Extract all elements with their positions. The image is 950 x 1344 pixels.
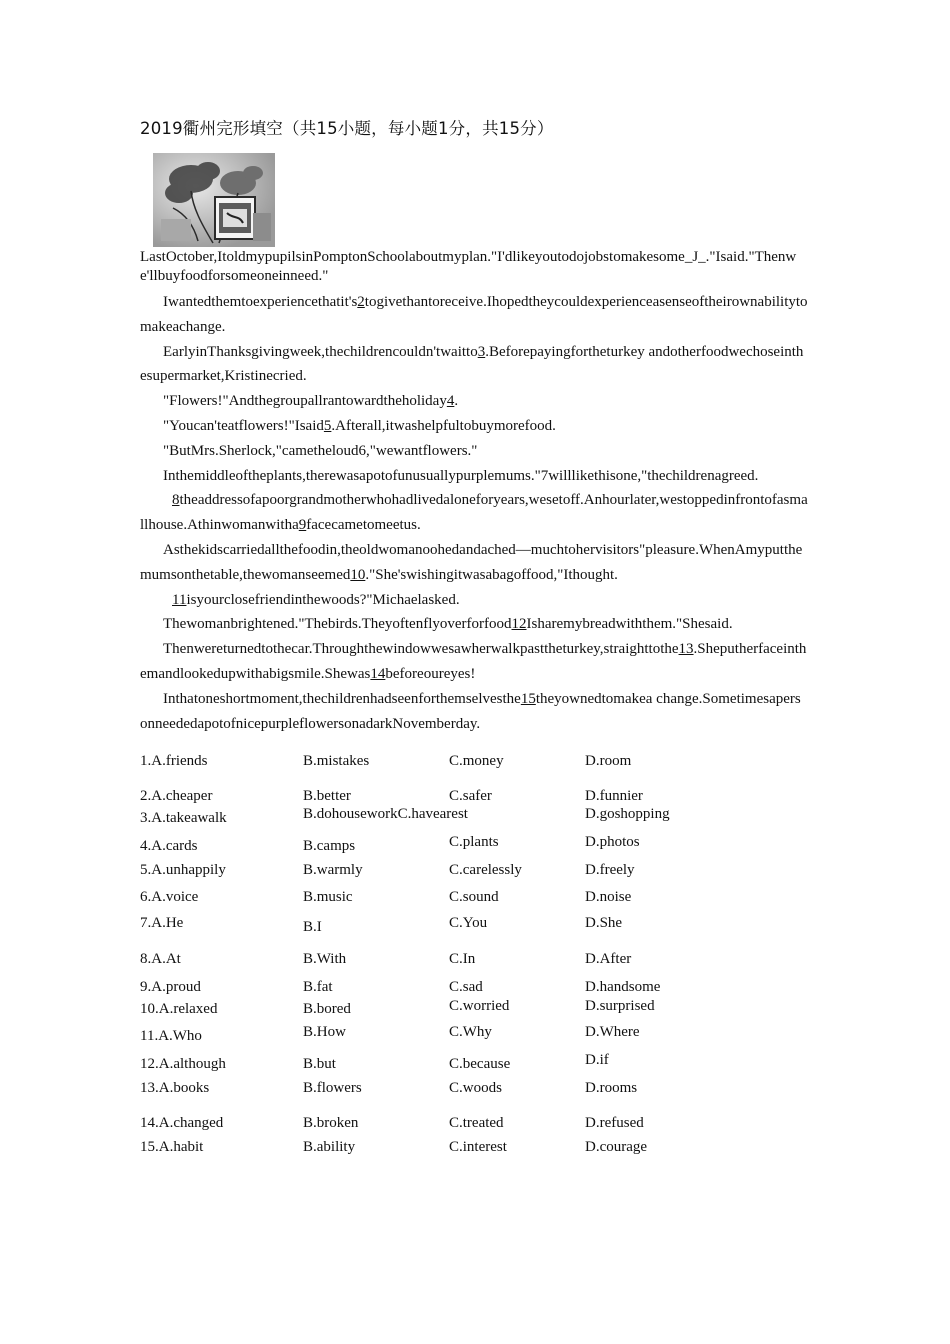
blank-number: 11	[172, 591, 187, 608]
option-d: D.She	[585, 915, 623, 931]
option-row	[140, 998, 840, 1018]
passage-paragraph: "Flowers!"Andthegroupallrantowardtheholiday4.	[163, 393, 459, 410]
blank-number: 5	[323, 417, 332, 434]
option-d: D.photos	[585, 834, 640, 850]
option-b: B.warmly	[303, 862, 363, 878]
option-row	[140, 979, 840, 999]
option-row	[140, 1080, 840, 1100]
option-row	[140, 788, 840, 808]
passage-paragraph: Inthemiddleoftheplants,therewasapotofunusuallypurplemums."7willlikethisone,"thechildrenagreed.	[163, 467, 759, 484]
option-row	[140, 1052, 840, 1072]
option-b: B.music	[303, 889, 353, 905]
option-a: 14.A.changed	[140, 1115, 224, 1131]
option-row	[140, 1139, 840, 1159]
option-c: C.You	[449, 915, 488, 931]
option-d: D.goshopping	[585, 806, 670, 822]
option-b: B.bored	[303, 1001, 351, 1017]
option-a: 12.A.although	[140, 1056, 226, 1072]
option-b: B.With	[303, 951, 347, 967]
blank-number: 2	[357, 294, 365, 310]
blank-number: 13	[678, 641, 694, 658]
option-c: C.worried	[449, 998, 510, 1014]
page-title: 2019衢州完形填空（共15小题，每小题1分，共15分）	[140, 119, 554, 138]
option-d: D.refused	[585, 1115, 644, 1131]
option-a: 8.A.At	[140, 951, 181, 967]
option-a: 13.A.books	[140, 1080, 210, 1096]
option-b: B.but	[303, 1056, 336, 1072]
option-a: 6.A.voice	[140, 889, 199, 905]
option-a: 11.A.Who	[140, 1028, 202, 1044]
passage-paragraph: Thenwereturnedtothecar.Throughthewindowwesawherwalkpasttheturkey,straighttothe13.Sheputherfaceinthemandlookedupwithabigsmile.Shewas14beforeoureyes!	[140, 641, 807, 682]
option-row	[140, 1024, 840, 1044]
option-b: B.better	[303, 788, 351, 804]
option-row	[140, 806, 840, 826]
option-b: B.fat	[303, 979, 333, 995]
option-c: C.interest	[449, 1139, 507, 1155]
option-d: D.Where	[585, 1024, 640, 1040]
option-d: D.if	[585, 1052, 609, 1068]
option-d: D.rooms	[585, 1080, 638, 1096]
option-b: B.broken	[303, 1115, 359, 1131]
blank-number: 12	[511, 616, 527, 633]
option-a: 15.A.habit	[140, 1139, 204, 1155]
option-b: B.camps	[303, 838, 356, 854]
option-a: 7.A.He	[140, 915, 184, 931]
blank-number: 3	[477, 343, 486, 360]
option-b: B.I	[303, 919, 322, 935]
option-d: D.After	[585, 951, 632, 967]
option-c: C.safer	[449, 788, 492, 804]
option-c: C.money	[449, 753, 504, 769]
blank-number: 4	[446, 393, 455, 410]
option-b: B.mistakes	[303, 753, 370, 769]
option-c: C.carelessly	[449, 862, 522, 878]
passage-paragraph: LastOctober,ItoldmypupilsinPomptonSchoolaboutmyplan."I'dlikeyoutodojobstomakesome_J_."Isaid."Thenwe'llbuyfoodforsomeoneinneed."	[140, 249, 797, 284]
option-b: B.dohouseworkC.havearest	[303, 806, 468, 822]
blank-number: 10	[350, 566, 366, 583]
option-d: D.freely	[585, 862, 635, 878]
passage-paragraph: Asthekidscarriedallthefoodin,theoldwomanoohedandached—muchtohervisitors"pleasure.WhenAmyputthemumsonthetable,thewomanseemed10."She'swishingitwasabagoffood,"Ithought.	[140, 541, 803, 583]
option-row	[140, 1115, 840, 1135]
option-a: 1.A.friends	[140, 753, 208, 769]
passage-paragraph: 11isyourclosefriendinthewoods?"Michaelasked.	[172, 591, 460, 608]
option-c: C.In	[449, 951, 476, 967]
blank-number: 8	[172, 492, 180, 509]
option-c: C.woods	[449, 1080, 502, 1096]
option-row	[140, 915, 840, 935]
passage-paragraph: Thewomanbrightened."Thebirds.Theyoftenflyoverforfood12Isharemybreadwiththem."Shesaid.	[163, 616, 733, 633]
option-b: B.ability	[303, 1139, 356, 1155]
passage-paragraph: "Youcan'teatflowers!"Isaid5.Afterall,itwashelpfultobuymorefood.	[163, 417, 556, 434]
option-d: D.courage	[585, 1139, 648, 1155]
option-c: C.treated	[449, 1115, 504, 1131]
option-d: D.funnier	[585, 788, 643, 804]
option-a: 4.A.cards	[140, 838, 198, 854]
blank-number: 15	[520, 690, 536, 707]
option-d: D.surprised	[585, 998, 655, 1014]
passage-paragraph: EarlyinThanksgivingweek,thechildrencouldn'twaitto3.Beforepayingfortheturkey andotherfoodwechoseinthesupermarket,Kristinecried.	[140, 343, 804, 385]
option-c: C.sound	[449, 889, 499, 905]
option-d: D.noise	[585, 889, 632, 905]
option-row	[140, 753, 840, 773]
passage-paragraph: 8theaddressofapoorgrandmotherwhohadlivedaloneforyears,wesetoff.Anhourlater,westoppedinfrontofasmallhouse.Athinwomanwitha9facecametomeetus.	[140, 492, 808, 534]
cloze-passage	[140, 248, 808, 736]
blank-number: 9	[298, 517, 307, 534]
option-row	[140, 889, 840, 909]
option-b: B.How	[303, 1024, 346, 1040]
option-d: D.room	[585, 753, 632, 769]
passage-paragraph: Iwantedthemtoexperiencethatit's2togivethantoreceive.Ihopedtheycouldexperienceasenseoftheirownabilitytomakeachange.	[140, 294, 808, 335]
option-row	[140, 951, 840, 971]
option-b: B.flowers	[303, 1080, 362, 1096]
option-c: C.because	[449, 1056, 511, 1072]
option-row	[140, 862, 840, 882]
option-c: C.sad	[449, 979, 483, 995]
blank-number: 14	[370, 665, 386, 682]
option-row	[140, 834, 840, 854]
option-c: C.plants	[449, 834, 499, 850]
option-d: D.handsome	[585, 979, 661, 995]
option-c: C.Why	[449, 1024, 492, 1040]
option-a: 2.A.cheaper	[140, 788, 213, 804]
passage-paragraph: Inthatoneshortmoment,thechildrenhadseenforthemselvesthe15theyownedtomakea change.SometimesapersonneededapotofnicepurpleflowersonadarkNovemberday.	[140, 690, 801, 732]
option-a: 5.A.unhappily	[140, 862, 226, 878]
option-a: 10.A.relaxed	[140, 1001, 218, 1017]
option-a: 9.A.proud	[140, 979, 201, 995]
flower-photo-icon	[153, 153, 275, 247]
passage-paragraph: "ButMrs.Sherlock,"cametheloud6,"wewantflowers."	[163, 442, 478, 459]
option-a: 3.A.takeawalk	[140, 810, 227, 826]
